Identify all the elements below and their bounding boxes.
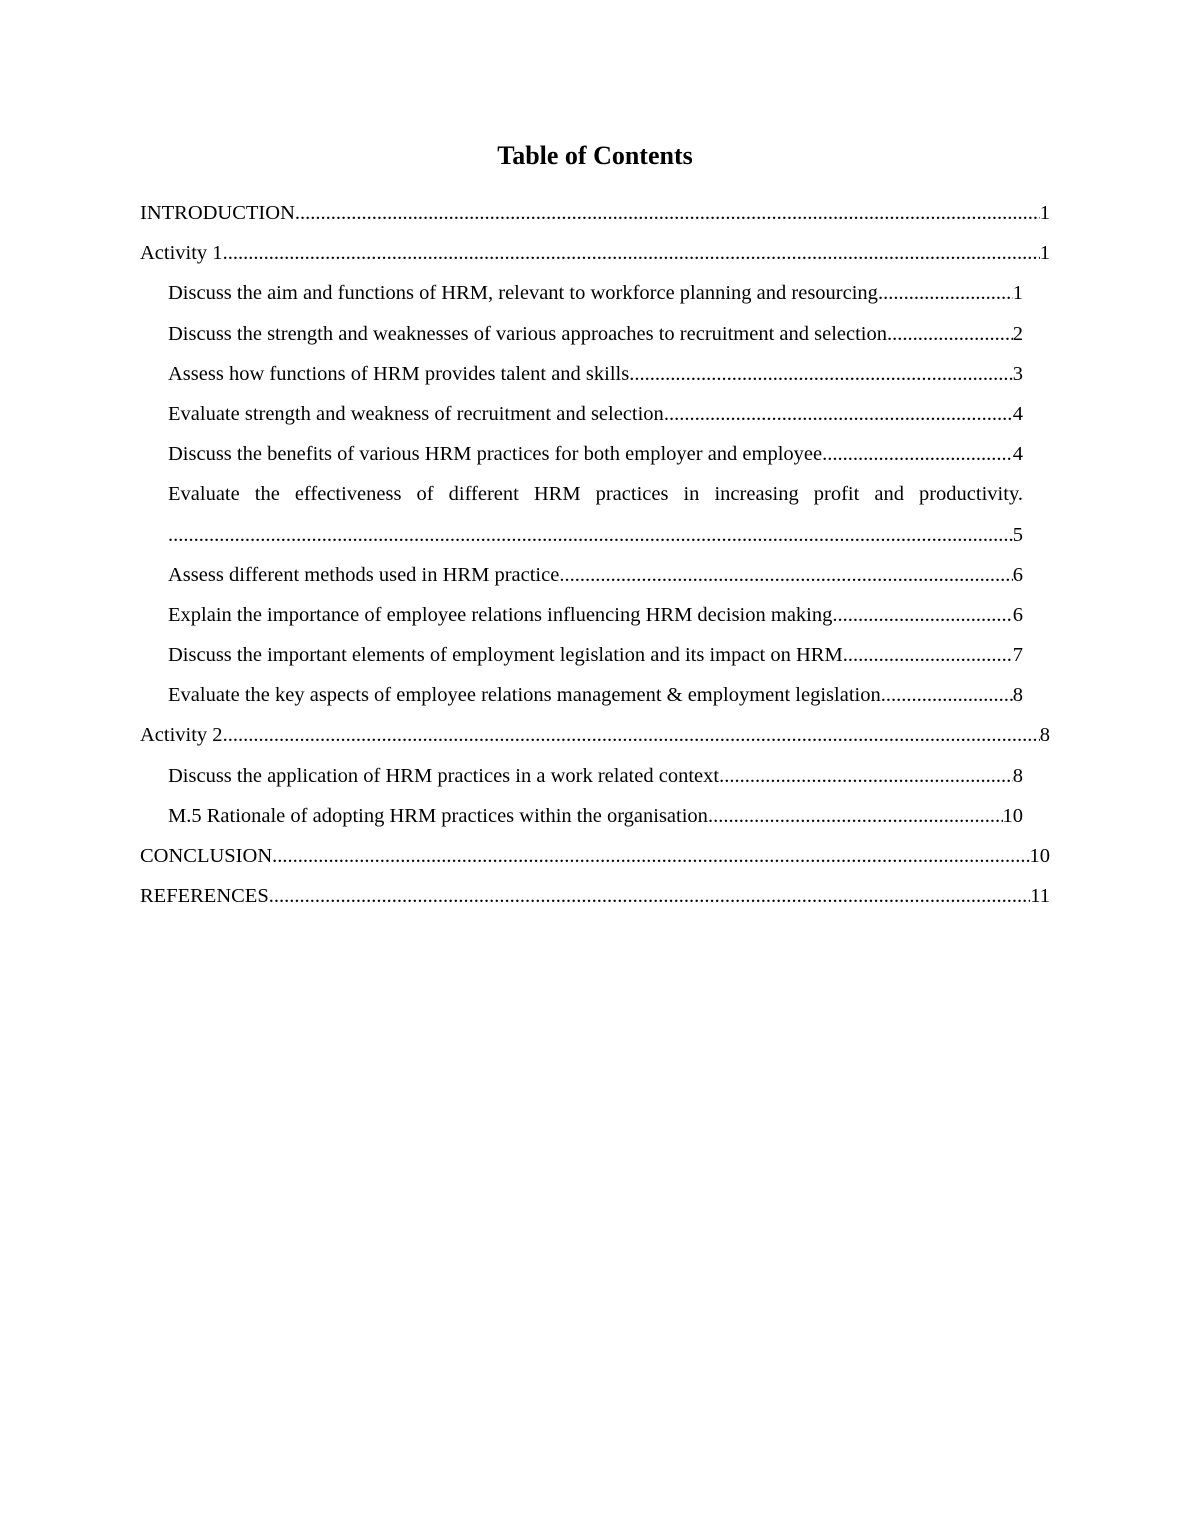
dot-leader	[843, 635, 1013, 675]
toc-page-number: 4	[1012, 402, 1023, 425]
toc-list	[0, 193, 1190, 916]
dot-leader	[822, 434, 1013, 474]
toc-page-number: 10	[1002, 804, 1023, 827]
toc-entry-text: M.5 Rationale of adopting HRM practices within the organisation	[168, 804, 708, 827]
toc-page-number: 8	[1012, 684, 1023, 707]
dot-leader	[223, 715, 1040, 755]
dot-leader	[559, 555, 1012, 595]
toc-entry-hrm-application[interactable]	[168, 756, 1023, 796]
toc-entry-activity-2[interactable]	[140, 715, 1050, 755]
dot-leader	[832, 595, 1012, 635]
toc-entry-activity-1[interactable]	[140, 233, 1050, 273]
dot-leader	[887, 314, 1013, 354]
toc-entry-recruitment-strength-weakness[interactable]	[168, 394, 1023, 434]
toc-page-number: 1	[1039, 202, 1050, 224]
toc-page-number: 2	[1012, 322, 1023, 345]
toc-entry-references[interactable]	[140, 876, 1050, 916]
dot-leader	[223, 233, 1040, 273]
toc-entry-text: Evaluate strength and weakness of recruitment and selection	[168, 402, 664, 425]
toc-page-number: 5	[1012, 523, 1023, 546]
toc-entry-text: Activity 2	[140, 724, 223, 747]
toc-entry-aim-and-functions[interactable]	[168, 273, 1023, 313]
toc-page-number: 1	[1039, 242, 1050, 265]
toc-entry-text: Explain the importance of employee relations influencing HRM decision making	[168, 603, 833, 626]
toc-page-number: 11	[1030, 885, 1050, 908]
toc-entry-employee-relations-management[interactable]	[168, 675, 1023, 715]
toc-entry-introduction[interactable]	[140, 193, 1050, 233]
toc-page-number: 6	[1012, 563, 1023, 586]
toc-entry-text: Discuss the aim and functions of HRM, relevant to workforce planning and resourcing	[168, 282, 878, 305]
toc-entry-employment-legislation[interactable]	[168, 635, 1023, 675]
toc-entry-text: Discuss the benefits of various HRM practices for both employer and employee	[168, 443, 823, 466]
dot-leader	[272, 836, 1029, 876]
toc-page-number: 10	[1029, 845, 1050, 868]
toc-entry-hrm-benefits[interactable]	[168, 434, 1023, 474]
dot-leader	[878, 273, 1013, 313]
toc-entry-text: Discuss the important elements of employment legislation and its impact on HRM	[168, 644, 843, 667]
toc-entry-text: REFERENCES	[140, 885, 269, 908]
toc-entry-employee-relations-importance[interactable]	[168, 595, 1023, 635]
toc-entry-text: CONCLUSION	[140, 845, 273, 868]
dot-leader	[269, 876, 1031, 916]
toc-page-number: 4	[1012, 443, 1023, 466]
dot-leader	[886, 675, 1013, 715]
dot-leader	[295, 193, 1040, 233]
toc-entry-text: Discuss the application of HRM practices in a work related context	[168, 764, 720, 787]
toc-page-number: 7	[1012, 644, 1023, 667]
toc-entry-conclusion[interactable]	[140, 836, 1050, 876]
dot-leader	[664, 394, 1013, 434]
toc-entry-hrm-methods[interactable]	[168, 555, 1023, 595]
toc-entry-m5-rationale[interactable]	[168, 796, 1023, 836]
toc-entry-recruitment-approaches[interactable]	[168, 314, 1023, 354]
toc-entry-text: Evaluate the effectiveness of different HRM practices in increasing profit and productivity.	[168, 483, 1023, 506]
dot-leader	[708, 796, 1003, 836]
toc-entry-talent-and-skills[interactable]	[168, 354, 1023, 394]
dot-leader	[168, 515, 1013, 555]
toc-page-number: 8	[1012, 764, 1023, 787]
toc-entry-text: Assess different methods used in HRM practice	[168, 563, 560, 586]
toc-page-number: 6	[1012, 603, 1023, 626]
toc-entry-text: Assess how functions of HRM provides talent and skills	[168, 362, 630, 385]
toc-entry-text: Discuss the strength and weaknesses of various approaches to recruitment and selection	[168, 322, 887, 345]
toc-entry-text: Evaluate the key aspects of employee relations management & employment legislation.	[168, 684, 886, 707]
toc-entry-text: INTRODUCTION	[140, 202, 295, 224]
toc-page-number: 1	[1012, 282, 1023, 305]
toc-entry-text: Activity 1	[140, 242, 223, 265]
toc-page-number: 8	[1039, 724, 1050, 747]
toc-entry-hrm-effectiveness[interactable]	[168, 474, 1023, 554]
dot-leader	[719, 756, 1013, 796]
toc-title: Table of Contents	[497, 141, 693, 170]
toc-page-number: 3	[1012, 362, 1023, 385]
dot-leader	[629, 354, 1013, 394]
